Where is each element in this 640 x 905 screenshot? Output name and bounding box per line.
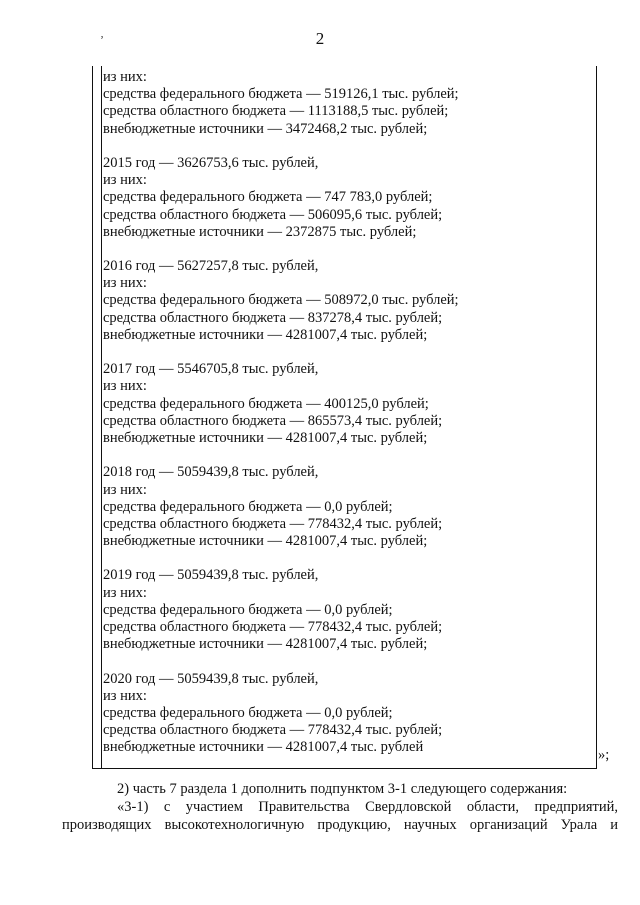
paragraph-subitem-continued: производящих высокотехнологичную продукцию, научных организаций Урала и: [62, 817, 618, 833]
budget-line: средства областного бюджета — 837278,4 тыс. рублей;: [103, 309, 443, 326]
budget-line: внебюджетные источники — 3472468,2 тыс. рублей;: [103, 120, 428, 137]
block-spacer: [103, 653, 593, 670]
budget-line: средства федерального бюджета — 747 783,0 рублей;: [103, 189, 433, 206]
budget-line: 2016 год — 5627257,8 тыс. рублей,: [103, 258, 319, 275]
budget-line: 2015 год — 3626753,6 тыс. рублей,: [103, 154, 319, 171]
budget-line: средства областного бюджета — 778432,4 тыс. рублей;: [103, 722, 443, 739]
table-cell-text: [103, 69, 593, 757]
budget-line: из них:: [103, 275, 147, 292]
block-spacer: [103, 550, 593, 567]
paragraph-amendment: 2) часть 7 раздела 1 дополнить подпунктом 3-1 следующего содержания:: [117, 781, 568, 797]
budget-line: внебюджетные источники — 4281007,4 тыс. рублей: [103, 739, 424, 756]
budget-line: средства областного бюджета — 865573,4 тыс. рублей;: [103, 412, 443, 429]
budget-line: внебюджетные источники — 4281007,4 тыс. рублей;: [103, 326, 428, 343]
budget-line: средства федерального бюджета — 0,0 рублей;: [103, 601, 393, 618]
budget-line: средства областного бюджета — 778432,4 тыс. рублей;: [103, 515, 443, 532]
page-number: 2: [315, 29, 325, 48]
budget-line: 2019 год — 5059439,8 тыс. рублей,: [103, 567, 319, 584]
budget-line: средства федерального бюджета — 0,0 рублей;: [103, 498, 393, 515]
table-inner-rule: [101, 66, 102, 768]
paragraph-subitem-start: «3-1) с участием Правительства Свердловской области, предприятий,: [117, 799, 618, 815]
budget-line: внебюджетные источники — 4281007,4 тыс. рублей;: [103, 533, 428, 550]
budget-line: средства областного бюджета — 506095,6 тыс. рублей;: [103, 206, 443, 223]
budget-line: 2017 год — 5546705,8 тыс. рублей,: [103, 361, 319, 378]
block-spacer: [103, 241, 593, 258]
budget-line: средства федерального бюджета — 0,0 рублей;: [103, 704, 393, 721]
budget-line: средства областного бюджета — 778432,4 тыс. рублей;: [103, 619, 443, 635]
block-spacer: [103, 344, 593, 361]
budget-line: из них:: [103, 481, 147, 498]
budget-line: внебюджетные источники — 4281007,4 тыс. рублей;: [103, 636, 428, 653]
block-spacer: [103, 447, 593, 464]
closing-quote: »;: [598, 747, 610, 763]
budget-line: средства федерального бюджета — 508972,0 тыс. рублей;: [103, 292, 459, 309]
budget-line: 2018 год — 5059439,8 тыс. рублей,: [103, 464, 319, 481]
stray-mark: ʼ: [100, 33, 104, 47]
budget-line: средства областного бюджета — 1113188,5 тыс. рублей;: [103, 103, 449, 120]
budget-line: из них:: [103, 378, 147, 395]
budget-line: средства федерального бюджета — 519126,1 тыс. рублей;: [103, 86, 459, 103]
budget-line: средства федерального бюджета — 400125,0 рублей;: [103, 395, 429, 412]
budget-line: из них:: [103, 172, 147, 189]
budget-line: из них:: [103, 687, 147, 704]
budget-line: внебюджетные источники — 2372875 тыс. рублей;: [103, 223, 417, 240]
budget-line: из них:: [103, 69, 147, 85]
budget-line: из них:: [103, 584, 147, 601]
budget-line: внебюджетные источники — 4281007,4 тыс. рублей;: [103, 429, 428, 446]
block-spacer: [103, 138, 593, 155]
budget-line: 2020 год — 5059439,8 тыс. рублей,: [103, 670, 319, 687]
